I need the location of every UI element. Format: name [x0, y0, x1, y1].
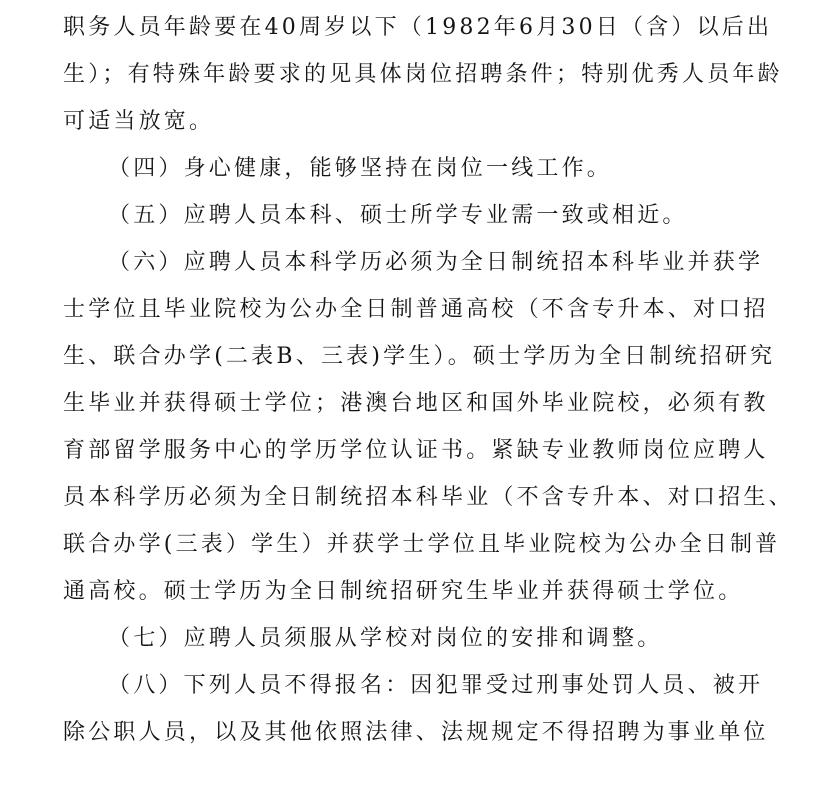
text-line: 职务人员年龄要在40周岁以下（1982年6月30日（含）以后出 [63, 15, 773, 40]
text-line: 生毕业并获得硕士学位；港澳台地区和国外毕业院校，必须有教 [63, 391, 769, 416]
text-line: （六）应聘人员本科学历必须为全日制统招本科毕业并获学 [108, 250, 764, 275]
text-line: 除公职人员，以及其他依照法律、法规规定不得招聘为事业单位 [63, 720, 769, 745]
text-line: （五）应聘人员本科、硕士所学专业需一致或相近。 [108, 203, 688, 228]
text-line: （七）应聘人员须服从学校对岗位的安排和调整。 [108, 626, 663, 651]
text-line: 员本科学历必须为全日制统招本科毕业（不含专升本、对口招生、 [63, 485, 794, 510]
text-line: （八）下列人员不得报名：因犯罪受过刑事处罚人员、被开 [108, 673, 764, 698]
text-line: 育部留学服务中心的学历学位认证书。紧缺专业教师岗位应聘人 [63, 438, 769, 463]
text-line: 可适当放宽。 [63, 109, 215, 134]
text-line: 通高校。硕士学历为全日制统招研究生毕业并获得硕士学位。 [63, 579, 744, 604]
text-line: 生）；有特殊年龄要求的见具体岗位招聘条件；特别优秀人员年龄 [63, 62, 783, 87]
text-line: 生、联合办学(二表B、三表)学生）。硕士学历为全日制统招研究 [63, 344, 776, 369]
text-line: （四）身心健康，能够坚持在岗位一线工作。 [108, 156, 613, 181]
text-line: 联合办学(三表）学生）并获学士学位且毕业院校为公办全日制普 [63, 532, 781, 557]
text-line: 士学位且毕业院校为公办全日制普通高校（不含专升本、对口招 [63, 297, 769, 322]
